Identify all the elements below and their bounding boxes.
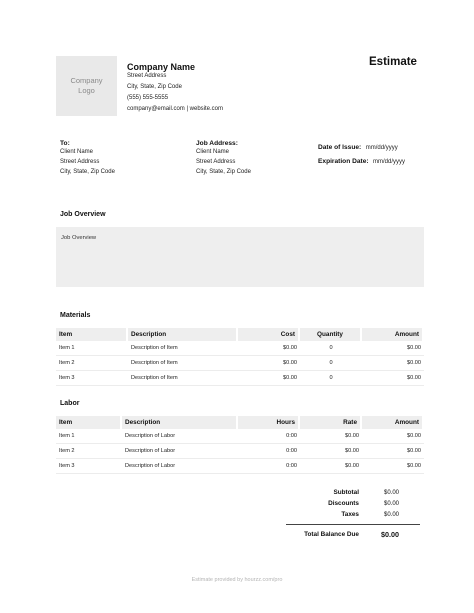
company-name: Company Name <box>127 62 196 72</box>
materials-description: Description of Item <box>128 356 238 371</box>
issue-date-value: mm/dd/yyyy <box>365 145 398 151</box>
expiration-date-value: mm/dd/yyyy <box>373 159 406 165</box>
labor-hours: 0:00 <box>238 459 300 474</box>
company-street: Street Address <box>127 73 167 79</box>
dates-block <box>318 140 405 168</box>
company-logo-placeholder <box>56 56 117 116</box>
job-address-label: Job Address: <box>196 140 238 147</box>
labor-col-item: Item <box>56 416 122 429</box>
to-label: To: <box>60 140 70 147</box>
subtotal-value: $0.00 <box>383 489 399 496</box>
materials-amount: $0.00 <box>362 341 424 356</box>
footer-credit: Estimate provided by hourzz.com/pro <box>191 577 283 583</box>
materials-item: Item 1 <box>56 341 128 356</box>
materials-quantity: 0 <box>300 341 362 356</box>
labor-item: Item 2 <box>56 444 122 459</box>
job-address-block <box>196 140 251 177</box>
labor-col-rate: Rate <box>300 416 362 429</box>
materials-description: Description of Item <box>128 341 238 356</box>
totals-divider <box>286 524 420 525</box>
discounts-label: Discounts <box>328 500 359 507</box>
balance-due-row <box>279 530 399 539</box>
materials-item: Item 2 <box>56 356 128 371</box>
materials-quantity: 0 <box>300 371 362 386</box>
document-title: Estimate <box>369 56 417 68</box>
materials-col-amount: Amount <box>362 328 424 341</box>
job-street: Street Address <box>196 159 236 165</box>
materials-col-description: Description <box>128 328 238 341</box>
to-city: City, State, Zip Code <box>60 169 115 175</box>
labor-col-hours: Hours <box>238 416 300 429</box>
job-client-name: Client Name <box>196 149 230 155</box>
table-row <box>56 341 424 356</box>
labor-col-amount: Amount <box>362 416 424 429</box>
materials-item: Item 3 <box>56 371 128 386</box>
table-row <box>56 356 424 371</box>
job-overview-box <box>56 227 424 287</box>
labor-item: Item 3 <box>56 459 122 474</box>
materials-header-row <box>56 328 424 341</box>
expiration-date-label: Expiration Date: <box>318 158 369 165</box>
taxes-label: Taxes <box>341 511 359 518</box>
labor-rate: $0.00 <box>300 459 362 474</box>
labor-amount: $0.00 <box>362 429 424 444</box>
to-street: Street Address <box>60 159 100 165</box>
materials-col-cost: Cost <box>238 328 300 341</box>
company-city: City, State, Zip Code <box>127 84 182 90</box>
to-block <box>60 140 115 177</box>
labor-description: Description of Labor <box>122 429 238 444</box>
discounts-value: $0.00 <box>383 500 399 507</box>
table-row <box>56 371 424 386</box>
materials-quantity: 0 <box>300 356 362 371</box>
labor-rate: $0.00 <box>300 429 362 444</box>
subtotal-label: Subtotal <box>333 489 359 496</box>
labor-hours: 0:00 <box>238 429 300 444</box>
labor-col-description: Description <box>122 416 238 429</box>
materials-cost: $0.00 <box>238 356 300 371</box>
materials-amount: $0.00 <box>362 371 424 386</box>
materials-cost: $0.00 <box>238 371 300 386</box>
labor-hours: 0:00 <box>238 444 300 459</box>
issue-date-label: Date of Issue: <box>318 144 362 151</box>
taxes-value: $0.00 <box>383 511 399 518</box>
labor-title: Labor <box>60 400 80 407</box>
labor-rate: $0.00 <box>300 444 362 459</box>
labor-amount: $0.00 <box>362 459 424 474</box>
materials-cost: $0.00 <box>238 341 300 356</box>
balance-due-label: Total Balance Due <box>304 531 359 538</box>
balance-due-value: $0.00 <box>381 530 399 539</box>
logo-text-line2: Logo <box>78 86 95 95</box>
labor-table <box>56 416 424 474</box>
company-phone: (555) 555-5555 <box>127 95 169 101</box>
totals-block <box>279 487 399 520</box>
labor-description: Description of Labor <box>122 444 238 459</box>
table-row <box>56 444 424 459</box>
labor-item: Item 1 <box>56 429 122 444</box>
table-row <box>56 429 424 444</box>
company-email-website: company@email.com | website.com <box>127 106 224 112</box>
materials-table <box>56 328 424 386</box>
labor-header-row <box>56 416 424 429</box>
materials-col-item: Item <box>56 328 128 341</box>
job-overview-title: Job Overview <box>60 211 106 218</box>
materials-amount: $0.00 <box>362 356 424 371</box>
company-details <box>127 71 223 115</box>
materials-description: Description of Item <box>128 371 238 386</box>
table-row <box>56 459 424 474</box>
to-client-name: Client Name <box>60 149 94 155</box>
labor-description: Description of Labor <box>122 459 238 474</box>
materials-title: Materials <box>60 312 91 319</box>
logo-text-line1: Company <box>70 76 103 86</box>
job-overview-text: Job Overview <box>61 235 97 241</box>
labor-amount: $0.00 <box>362 444 424 459</box>
job-city: City, State, Zip Code <box>196 169 251 175</box>
materials-col-quantity: Quantity <box>300 328 362 341</box>
